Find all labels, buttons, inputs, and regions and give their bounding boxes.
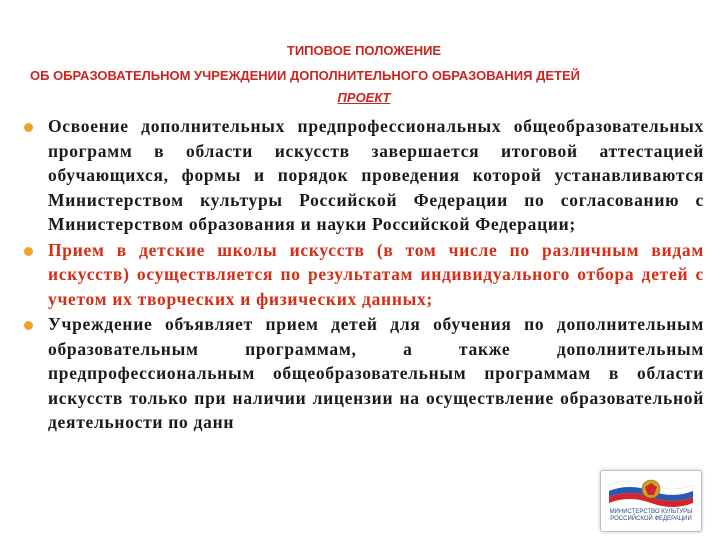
- title-line-2: ОБ ОБРАЗОВАТЕЛЬНОМ УЧРЕЖДЕНИИ ДОПОЛНИТЕЛЬНОГО ОБРАЗОВАНИЯ ДЕТЕЙ: [30, 68, 580, 83]
- flag-emblem-icon: [607, 475, 695, 509]
- bullet-list: [22, 114, 704, 436]
- project-label: ПРОЕКТ: [337, 90, 391, 105]
- bullet-item-1: [22, 114, 704, 237]
- bullet-dot-icon: [24, 247, 33, 256]
- bullet-item-2: [22, 238, 704, 312]
- logo-line-2: РОССИЙСКОЙ ФЕДЕРАЦИИ: [610, 516, 692, 522]
- bullet-dot-icon: [24, 123, 33, 132]
- ministry-logo: [600, 470, 702, 532]
- bullet-text-1: Освоение дополнительных предпрофессиональных общеобразовательных программ в области искусств завершается итоговой аттестацией обучающихся, формы и порядок проведения которой устанавливаются Министерством культуры Российской Федерации по согласованию с Министерством образования и науки Российской Федерации;: [48, 116, 704, 234]
- title-line-1: ТИПОВОЕ ПОЛОЖЕНИЕ: [286, 43, 442, 58]
- logo-line-1: МИНИСТЕРСТВО КУЛЬТУРЫ: [609, 509, 693, 515]
- bullet-text-3: Учреждение объявляет прием детей для обучения по дополнительным образовательным программам, а также дополнительным предпрофессиональным общеобразовательным программам в области искусств только при наличии лицензии на осуществление образовательной деятельности по данн: [48, 314, 704, 432]
- bullet-item-3: [22, 312, 704, 435]
- bullet-text-2: Прием в детские школы искусств (в том числе по различным видам искусств) осуществляется по результатам индивидуального отбора детей с учетом их творческих и физических данных;: [48, 239, 704, 309]
- logo-caption: [605, 509, 697, 523]
- bullet-dot-icon: [24, 321, 33, 330]
